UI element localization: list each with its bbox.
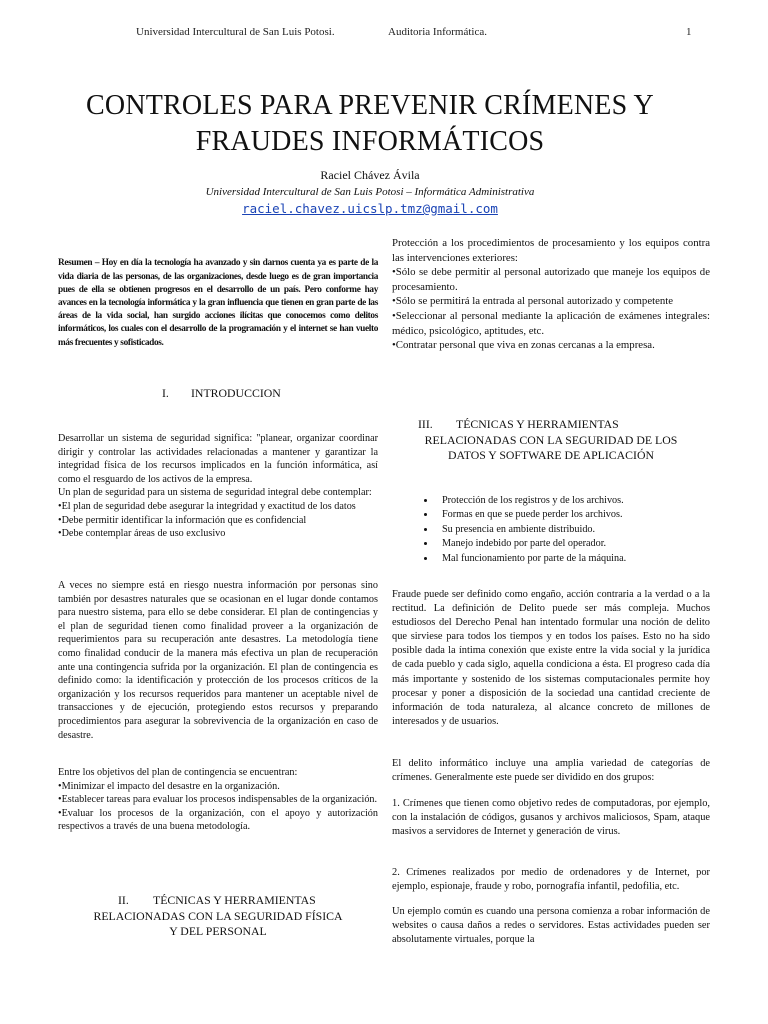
page-number: 1	[686, 26, 692, 38]
crime-categories-block	[392, 757, 710, 785]
objective-2: •Establecer tareas para evaluar los procesos indispensables de la organización.	[58, 794, 378, 806]
contingency-block	[58, 579, 378, 742]
list-item: • Su presencia en ambiente distribuido.	[436, 523, 710, 537]
section-1-title: INTRODUCCION	[191, 386, 281, 400]
section-2-line-2: RELACIONADAS CON LA SEGURIDAD FÍSICA	[93, 908, 343, 923]
section-2-number: II.	[118, 893, 129, 907]
right-paragraph-4: 1. Crímenes que tienen como objetivo redes de computadoras, por ejemplo, con la instalación de códigos, gusanos y archivos maliciosos, Spam, ataque masivos a servidores de Internet y generación de virus.	[392, 798, 710, 838]
right-bullet-1: •Sólo se debe permitir al personal autorizado que maneje los equipos de procesamiento.	[392, 266, 710, 293]
right-bullet-4: •Contratar personal que viva en zonas cercanas a la empresa.	[392, 339, 655, 352]
intro-paragraph-2: Un plan de seguridad para un sistema de seguridad integral debe contemplar:	[58, 487, 372, 499]
intro-paragraph-3: A veces no siempre está en riesgo nuestra información por personas sino también por desastres naturales que se ocasionan en el lugar donde contamos para nuestro sistema, para ello se debe considerar. El plan de contingencias y el plan de seguridad tienen como finalidad proveer a la organización de requerimientos para su recuperación ante desastres. La metodología tiene como finalidad conducir de la manera más efectiva un plan de recuperación ante una contingencia sufrida por la organización. El plan de contingencia es definido como: la identificación y protección de los procesos críticos de la organización y los recursos requeridos para mantener un aceptable nivel de transacciones y de ejecución, protegiendo estos recursos y preparando procedimientos para asegurar la sobrevivencia de la organización en caso de desastre.	[58, 580, 378, 741]
section-2-line-3: Y DEL PERSONAL	[169, 924, 267, 938]
intro-bullet-1: •El plan de seguridad debe asegurar la integridad y exactitud de los datos	[58, 500, 356, 512]
right-paragraph-2: Fraude puede ser definido como engaño, acción contraria a la verdad o a la rectitud. La definición de Delito puede ser más compleja. Muchos estudiosos del Derecho Penal han intentado formular una noción de delito que sirviese para todos los tiempos y en todos los países. Esto no ha sido posible dada la íntima conexión que existe entre la vida social y la jurídica de cada pueblo y cada siglo, aquella condiciona a ésta. El progreso cada día más importante y sostenido de los sistemas computacionales permite hoy procesar y poner a disposición de la sociedad una cantidad creciente de información de toda naturaleza, al alcance concreto de millones de interesados y de usuarios.	[392, 589, 710, 727]
intro-paragraph-1: Desarrollar un sistema de seguridad significa: "planear, organizar coordinar dirigir y controlar las actividades relacionadas a mantener y garantizar la integridad física de los recursos implicados en la función informática, así como el resguardo de los activos de la empresa.	[58, 433, 378, 485]
physical-protection-block	[392, 236, 710, 353]
crime-group-2-block	[392, 866, 710, 894]
author-name: Raciel Chávez Ávila	[320, 168, 420, 182]
section-2-heading	[58, 893, 378, 940]
section-1-number: I.	[162, 386, 169, 400]
section-3-line-2: RELACIONADAS CON LA SEGURIDAD DE LOS	[424, 432, 678, 447]
crime-group-1-block	[392, 797, 710, 839]
header-university: Universidad Intercultural de San Luis Potosi.	[136, 26, 335, 38]
fraud-definition-block	[392, 588, 710, 729]
example-block	[392, 905, 710, 947]
abstract: Resumen – Hoy en día la tecnología ha avanzado y sin darnos cuenta ya es parte de la vida diaria de las personas, de las organizaciones, desde luego es de gran importancia pues de ella se obtienen progresos en el desarrollo de un país. Pero conforme hay avances en la tecnología informática y la gran influencia que tienen en gran parte de las áreas de la vida social, han surgido acciones ilícitas que conocemos como delitos informáticos, los cuales con el desarrollo de la programación y el internet se han vuelto más frecuentes y sofisticados.	[58, 258, 378, 348]
right-paragraph-3: El delito informático incluye una amplia variedad de categorías de crímenes. Generalmente este puede ser dividido en dos grupos:	[392, 758, 710, 784]
right-paragraph-6: Un ejemplo común es cuando una persona comienza a robar información de websites o causa daños a redes o servidores. Estas actividades pueden ser absolutamente virtuales, porque la	[392, 906, 710, 946]
objective-1: •Minimizar el impacto del desastre en la organización.	[58, 780, 280, 792]
section-3-line-3: DATOS Y SOFTWARE DE APLICACIÓN	[447, 448, 655, 462]
section-3-line-1: TÉCNICAS Y HERRAMIENTAS	[456, 417, 619, 431]
list-item: • Manejo indebido por parte del operador.	[436, 537, 710, 551]
list-item: • Formas en que se puede perder los archivos.	[436, 508, 710, 522]
objective-3: •Evaluar los procesos de la organización, con el apoyo y autorización respectivos a través de una buena metodología.	[58, 807, 378, 833]
author-email-link[interactable]: raciel.chavez.uicslp.tmz@gmail.com	[242, 201, 498, 216]
list-item: • Mal funcionamiento por parte de la máquina.	[436, 552, 710, 566]
header-course: Auditoria Informática.	[388, 26, 487, 38]
intro-block	[58, 432, 378, 541]
section-3-list	[392, 494, 710, 566]
objectives-block	[58, 766, 378, 834]
list-item: • Protección de los registros y de los archivos.	[436, 494, 710, 508]
section-2-line-1: TÉCNICAS Y HERRAMIENTAS	[153, 893, 316, 907]
paper-title	[0, 88, 740, 160]
section-3-number: III.	[418, 417, 433, 431]
right-bullet-2: •Sólo se permitirá la entrada al personal autorizado y competente	[392, 295, 674, 308]
right-bullet-3: •Seleccionar al personal mediante la aplicación de exámenes integrales: médico, psicológico, aptitudes, etc.	[392, 309, 710, 337]
right-paragraph-1: Protección a los procedimientos de procesamiento y los equipos contra las intervenciones exteriores:	[392, 237, 710, 264]
title-line-1: CONTROLES PARA PREVENIR CRÍMENES Y	[86, 90, 654, 121]
intro-bullet-3: •Debe contemplar áreas de uso exclusivo	[58, 528, 226, 540]
section-3-heading	[392, 417, 710, 464]
title-line-2: FRAUDES INFORMÁTICOS	[195, 126, 545, 157]
intro-bullet-2: •Debe permitir identificar la información que es confidencial	[58, 514, 307, 526]
intro-paragraph-4: Entre los objetivos del plan de contingencia se encuentran:	[58, 767, 298, 778]
author-affiliation: Universidad Intercultural de San Luis Potosi – Informática Administrativa	[205, 186, 535, 198]
running-header	[0, 26, 768, 44]
right-paragraph-5: 2. Crímenes realizados por medio de ordenadores y de Internet, por ejemplo, espionaje, fraude y robo, pornografía infantil, pedofilia, etc.	[392, 867, 710, 893]
